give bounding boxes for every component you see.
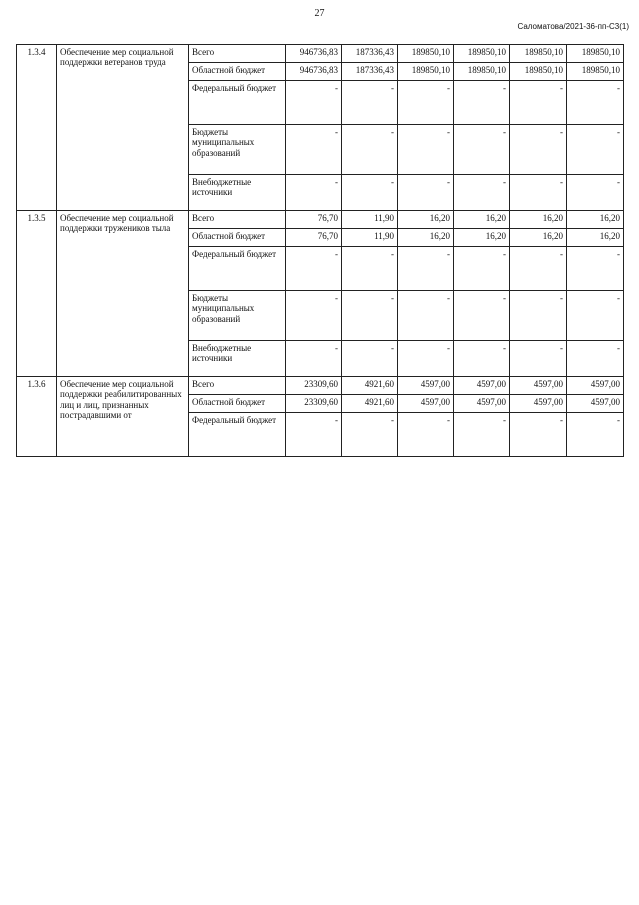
amount-cell: - (398, 341, 454, 377)
amount-cell: 4597,00 (510, 377, 567, 395)
amount-cell: 16,20 (398, 229, 454, 247)
amount-cell: 4597,00 (454, 377, 510, 395)
amount-cell: - (510, 81, 567, 125)
amount-cell: - (286, 413, 342, 457)
amount-cell: - (286, 291, 342, 341)
funding-source: Областной бюджет (189, 229, 286, 247)
budget-table (16, 44, 624, 457)
funding-source: Федеральный бюджет (189, 413, 286, 457)
amount-cell: - (454, 413, 510, 457)
item-code: 1.3.5 (17, 211, 57, 377)
item-title: Обеспечение мер социальной поддержки тружеников тыла (57, 211, 189, 377)
amount-cell: - (398, 125, 454, 175)
amount-cell: - (510, 175, 567, 211)
amount-cell: - (567, 175, 624, 211)
amount-cell: - (567, 291, 624, 341)
amount-cell: 4597,00 (398, 395, 454, 413)
amount-cell: - (342, 81, 398, 125)
amount-cell: 4597,00 (567, 395, 624, 413)
amount-cell: 189850,10 (510, 63, 567, 81)
amount-cell: - (454, 291, 510, 341)
amount-cell: - (398, 413, 454, 457)
amount-cell: 16,20 (567, 211, 624, 229)
amount-cell: 189850,10 (567, 63, 624, 81)
amount-cell: 4921,60 (342, 395, 398, 413)
table-row (17, 377, 624, 395)
amount-cell: - (342, 125, 398, 175)
amount-cell: - (398, 247, 454, 291)
amount-cell: - (454, 175, 510, 211)
amount-cell: - (342, 413, 398, 457)
item-code: 1.3.6 (17, 377, 57, 457)
amount-cell: - (398, 81, 454, 125)
amount-cell: 4597,00 (567, 377, 624, 395)
amount-cell: - (398, 175, 454, 211)
document-code: Саломатова/2021-36-пп-C3(1) (517, 22, 629, 31)
item-code: 1.3.4 (17, 45, 57, 211)
amount-cell: - (286, 175, 342, 211)
amount-cell: 16,20 (567, 229, 624, 247)
amount-cell: - (454, 81, 510, 125)
funding-source: Всего (189, 211, 286, 229)
amount-cell: 189850,10 (398, 45, 454, 63)
amount-cell: - (567, 81, 624, 125)
funding-source: Внебюджетные источники (189, 175, 286, 211)
amount-cell: - (510, 125, 567, 175)
funding-source: Бюджеты муниципальных образований (189, 291, 286, 341)
amount-cell: 16,20 (454, 211, 510, 229)
funding-source: Всего (189, 45, 286, 63)
amount-cell: 11,90 (342, 211, 398, 229)
amount-cell: - (567, 413, 624, 457)
amount-cell: 4597,00 (398, 377, 454, 395)
amount-cell: - (286, 247, 342, 291)
amount-cell: 16,20 (398, 211, 454, 229)
amount-cell: - (286, 341, 342, 377)
table-row (17, 211, 624, 229)
amount-cell: - (454, 125, 510, 175)
funding-source: Внебюджетные источники (189, 341, 286, 377)
amount-cell: 23309,60 (286, 377, 342, 395)
amount-cell: 189850,10 (510, 45, 567, 63)
amount-cell: - (286, 125, 342, 175)
amount-cell: 189850,10 (567, 45, 624, 63)
amount-cell: 4597,00 (454, 395, 510, 413)
funding-source: Всего (189, 377, 286, 395)
amount-cell: - (342, 175, 398, 211)
amount-cell: 76,70 (286, 211, 342, 229)
amount-cell: 76,70 (286, 229, 342, 247)
amount-cell: - (342, 291, 398, 341)
amount-cell: 16,20 (510, 211, 567, 229)
funding-source: Областной бюджет (189, 63, 286, 81)
item-title: Обеспечение мер социальной поддержки реабилитированных лиц и лиц, признанных пострадавшими от (57, 377, 189, 457)
item-title: Обеспечение мер социальной поддержки ветеранов труда (57, 45, 189, 211)
amount-cell: 187336,43 (342, 45, 398, 63)
funding-source: Областной бюджет (189, 395, 286, 413)
amount-cell: - (510, 247, 567, 291)
amount-cell: - (454, 247, 510, 291)
amount-cell: 187336,43 (342, 63, 398, 81)
amount-cell: - (342, 341, 398, 377)
table-body (17, 45, 624, 457)
amount-cell: 946736,83 (286, 63, 342, 81)
funding-source: Федеральный бюджет (189, 247, 286, 291)
amount-cell: 4597,00 (510, 395, 567, 413)
funding-source: Бюджеты муниципальных образований (189, 125, 286, 175)
amount-cell: - (567, 125, 624, 175)
page-number: 27 (314, 8, 325, 19)
amount-cell: - (398, 291, 454, 341)
amount-cell: - (567, 341, 624, 377)
amount-cell: 189850,10 (454, 45, 510, 63)
amount-cell: - (454, 341, 510, 377)
amount-cell: 11,90 (342, 229, 398, 247)
amount-cell: - (510, 341, 567, 377)
amount-cell: 16,20 (454, 229, 510, 247)
amount-cell: - (286, 81, 342, 125)
amount-cell: 23309,60 (286, 395, 342, 413)
funding-source: Федеральный бюджет (189, 81, 286, 125)
amount-cell: - (342, 247, 398, 291)
amount-cell: - (510, 291, 567, 341)
amount-cell: - (567, 247, 624, 291)
amount-cell: 4921,60 (342, 377, 398, 395)
amount-cell: 16,20 (510, 229, 567, 247)
amount-cell: - (510, 413, 567, 457)
amount-cell: 189850,10 (454, 63, 510, 81)
amount-cell: 189850,10 (398, 63, 454, 81)
table-row (17, 45, 624, 63)
amount-cell: 946736,83 (286, 45, 342, 63)
